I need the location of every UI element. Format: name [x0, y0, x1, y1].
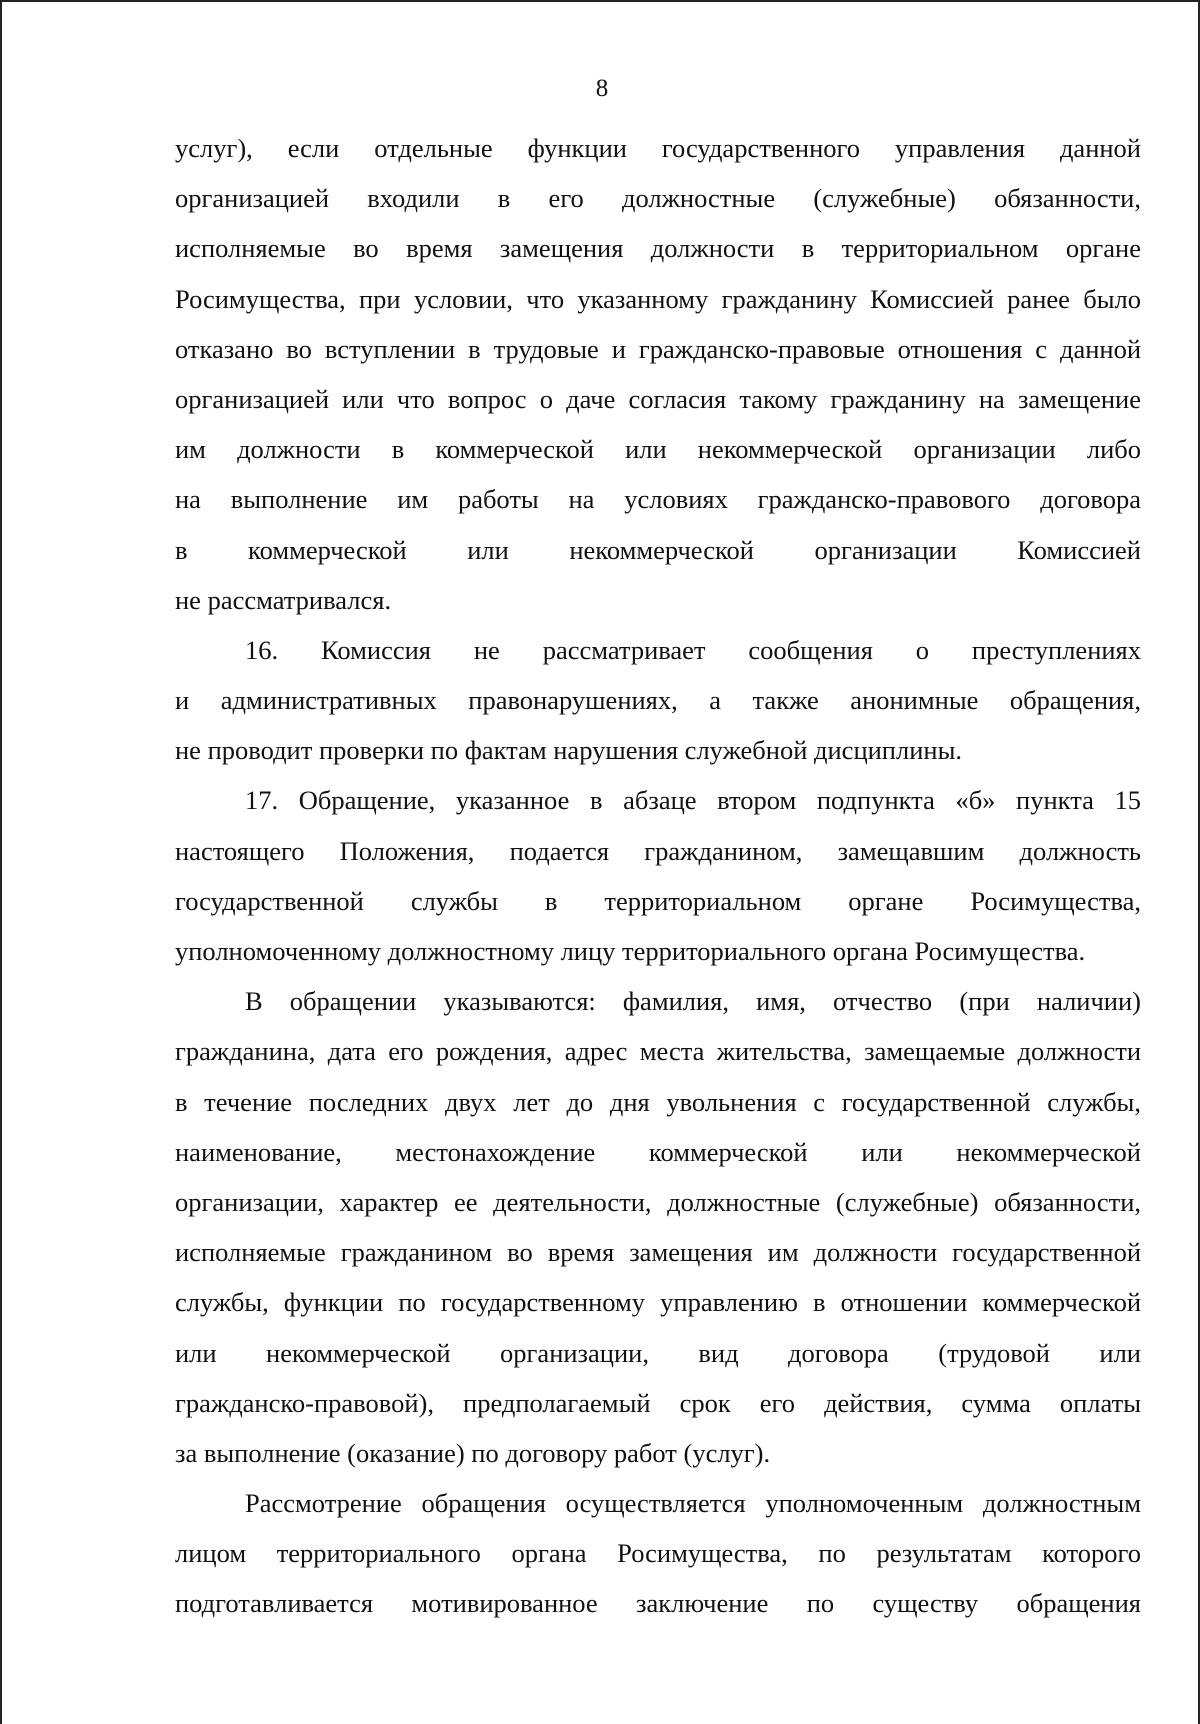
text-line: за выполнение (оказание) по договору работ (услуг).: [175, 1437, 771, 1468]
text-line: организацией или что вопрос о даче согласия такому гражданину на замещение: [175, 383, 1141, 414]
page-number: 8: [595, 75, 609, 102]
text-line: лицом территориального органа Росимущества, по результатам которого: [175, 1538, 1141, 1569]
text-line: наименование, местонахождение коммерческой или некоммерческой: [175, 1136, 1141, 1167]
text-line: им должности в коммерческой или некоммерческой организации либо: [175, 434, 1141, 465]
text-line: не проводит проверки по фактам нарушения служебной дисциплины.: [175, 735, 963, 766]
text-line: услуг), если отдельные функции государственного управления данной: [175, 133, 1141, 163]
text-line: настоящего Положения, подается гражданином, замещавшим должность: [175, 835, 1141, 866]
text-line: исполняемые гражданином во время замещения им должности государственной: [175, 1237, 1141, 1268]
text-line: 17. Обращение, указанное в абзаце втором подпункта «б» пункта 15: [245, 785, 1141, 816]
text-line: на выполнение им работы на условиях гражданско-правового договора: [175, 484, 1141, 515]
text-line: и административных правонарушениях, а также анонимные обращения,: [175, 685, 1141, 716]
text-line: или некоммерческой организации, вид договора (трудовой или: [175, 1337, 1141, 1368]
text-line: гражданина, дата его рождения, адрес места жительства, замещаемые должности: [175, 1036, 1141, 1067]
text-line: службы, функции по государственному управлению в отношении коммерческой: [175, 1287, 1141, 1318]
paragraph: [175, 123, 1141, 625]
paragraph: [175, 775, 1141, 976]
paragraph: [175, 976, 1141, 1478]
text-line: Росимущества, при условии, что указанному гражданину Комиссией ранее было: [175, 283, 1141, 314]
text-line: В обращении указываются: фамилия, имя, отчество (при наличии): [245, 986, 1141, 1017]
text-line: 16. Комиссия не рассматривает сообщения о преступлениях: [245, 634, 1141, 665]
text-line: в течение последних двух лет до дня увольнения с государственной службы,: [175, 1086, 1141, 1117]
text-line: уполномоченному должностному лицу территориального органа Росимущества.: [175, 936, 1086, 966]
text-line: отказано во вступлении в трудовые и гражданско-правовые отношения с данной: [175, 333, 1141, 364]
text-line: гражданско-правовой), предполагаемый срок его действия, сумма оплаты: [175, 1387, 1141, 1418]
text-line: подготавливается мотивированное заключение по существу обращения: [175, 1588, 1141, 1619]
text-line: исполняемые во время замещения должности в территориальном органе: [175, 233, 1141, 264]
paragraph: [175, 625, 1141, 776]
text-line: не рассматривался.: [175, 584, 392, 615]
text-line: организации, характер ее деятельности, должностные (служебные) обязанности,: [175, 1186, 1141, 1217]
text-line: организацией входили в его должностные (служебные) обязанности,: [175, 183, 1141, 214]
text-line: государственной службы в территориальном органе Росимущества,: [175, 885, 1141, 916]
text-line: Рассмотрение обращения осуществляется уполномоченным должностным: [245, 1488, 1141, 1519]
paragraph: [175, 1478, 1141, 1629]
text-line: в коммерческой или некоммерческой организации Комиссией: [175, 534, 1141, 565]
document-body: [175, 123, 1141, 1629]
